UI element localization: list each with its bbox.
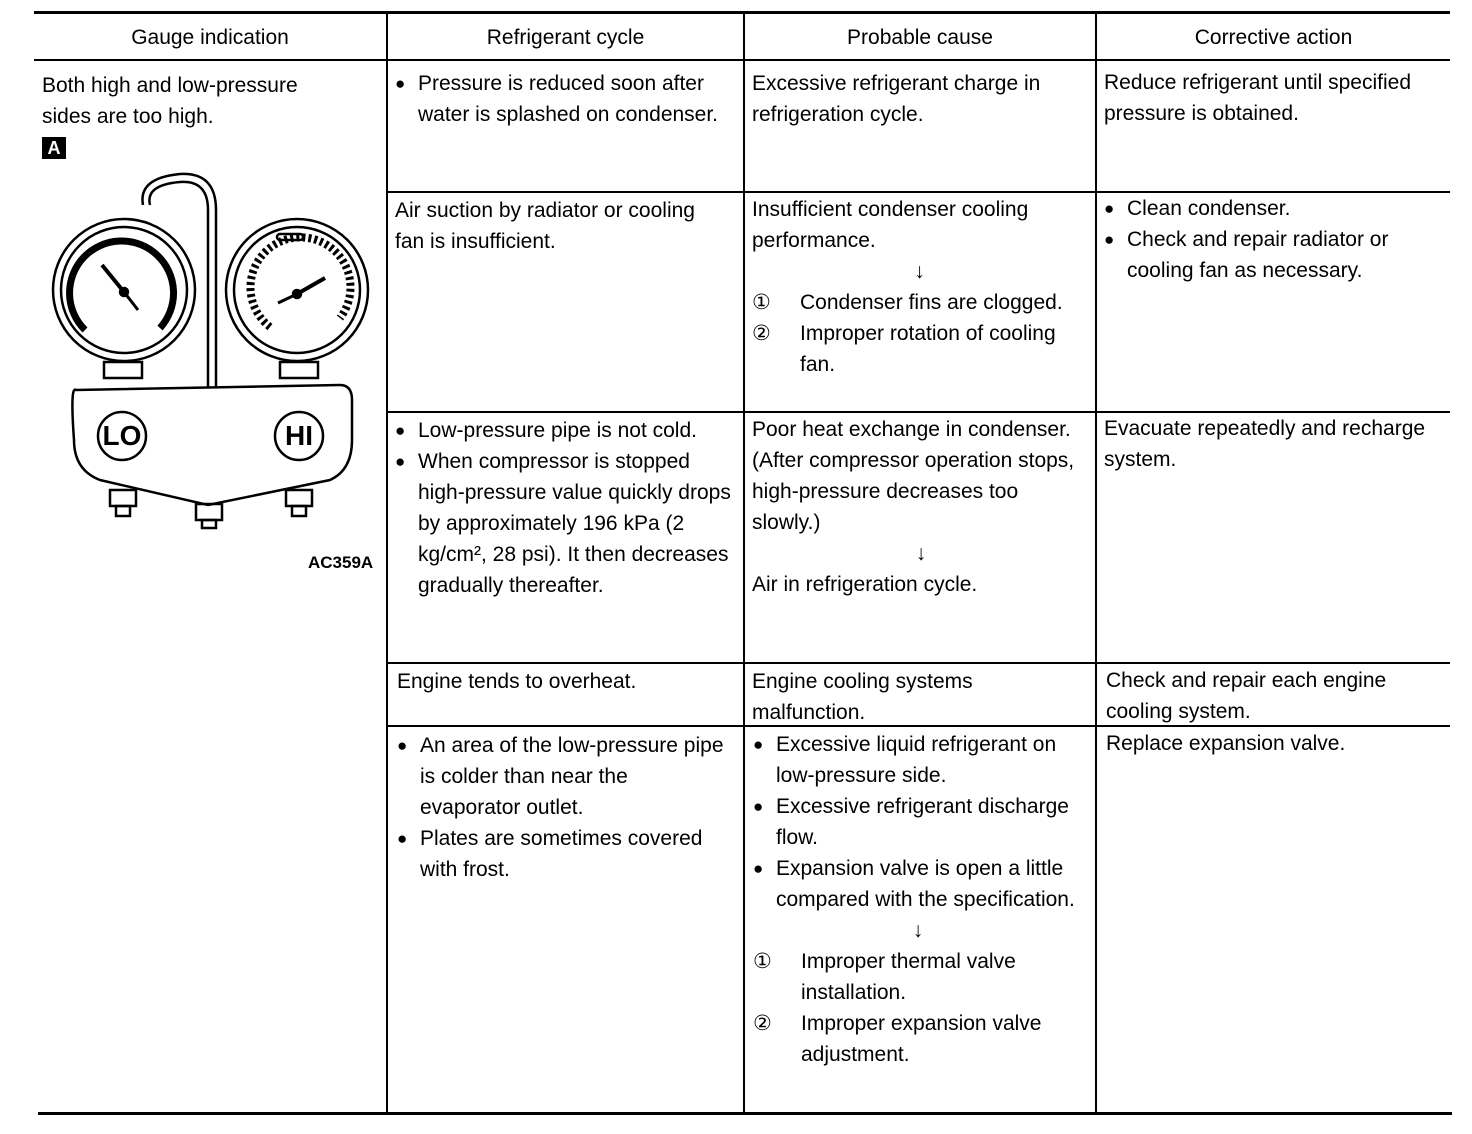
row-divider [387,662,1450,664]
lo-gauge-label: LO [102,420,142,451]
gauge-badge: A [42,137,66,159]
gauge-indication-cell [42,70,342,163]
row5-action [1106,728,1441,759]
bullet-item: ● Check and repair radiator or cooling fan as necessary. [1104,224,1439,286]
gauge-indication-text: Both high and low-pressure sides are too high. [42,74,298,128]
bullet-item: ● Pressure is reduced soon after water is splashed on condenser. [395,68,725,130]
header-corrective-action: Corrective action [1194,26,1353,49]
action-text: Replace expansion valve. [1106,732,1346,755]
bullet-item: ● Plates are sometimes covered with frost. [397,823,727,885]
header-refrigerant-cycle: Refrigerant cycle [486,26,645,49]
header-probable-cause: Probable cause [847,26,993,49]
bullet-item: ● An area of the low-pressure pipe is colder than near the evaporator outlet. [397,730,727,823]
down-arrow-icon: ↓ [915,542,927,565]
gauge-manifold-illustration [40,170,380,530]
row1-cycle [395,68,725,130]
bullet-item: ● Expansion valve is open a little compared with the specification. [753,853,1083,915]
circled-two-icon: ② [752,322,771,345]
cycle-text: Air suction by radiator or cooling fan is insufficient. [395,199,695,253]
numbered-text: Condenser fins are clogged. [800,291,1063,314]
down-arrow-icon: ↓ [914,260,925,283]
row1-action [1104,67,1439,129]
row4-action [1106,665,1441,727]
column-divider [386,12,388,1114]
row3-cycle [395,415,735,601]
row2-cause [752,194,1087,380]
row2-action [1104,193,1439,286]
row5-cause [753,729,1083,1070]
numbered-item [752,287,1087,318]
bullet-item: ● Excessive refrigerant discharge flow. [753,791,1083,853]
down-arrow-icon: ↓ [912,919,924,942]
column-divider [743,12,745,1114]
circled-two-icon: ② [753,1012,772,1035]
bullet-item: ● When compressor is stopped high-pressure value quickly drops by approximately 196 kPa (2 kg/cm², 28 psi). It then decreases gradually thereafter. [395,446,735,601]
numbered-item [753,946,1083,1008]
header-gauge-indication: Gauge indication [131,26,289,49]
numbered-item [753,1008,1083,1070]
cycle-text: Engine tends to overheat. [397,670,637,693]
figure-code: AC359A [308,553,374,572]
row3-action [1104,413,1439,475]
cause-text: Insufficient condenser cooling performance. [752,198,1029,252]
row2-cycle [395,195,725,257]
row1-cause [752,68,1087,130]
action-text: Evacuate repeatedly and recharge system. [1104,417,1426,471]
hi-gauge-label: HI [285,420,313,451]
bullet-item: ● Clean condenser. [1104,193,1439,224]
cause-text: Excessive refrigerant charge in refrigeration cycle. [752,72,1041,126]
numbered-text: Improper expansion valve adjustment. [801,1012,1042,1066]
table-bottom-rule [38,1112,1452,1115]
table-top-rule [34,11,1450,14]
numbered-text: Improper thermal valve installation. [801,950,1016,1004]
cause-text: Poor heat exchange in condenser. [752,418,1071,441]
circled-one-icon: ① [753,950,772,973]
circled-one-icon: ① [752,291,771,314]
row4-cause [752,666,1072,728]
bullet-item: ● Low-pressure pipe is not cold. [395,415,735,446]
cause-text: Air in refrigeration cycle. [752,573,978,596]
row4-cycle [397,666,727,697]
cause-text: (After compressor operation stops, high-pressure decreases too slowly.) [752,449,1075,534]
row5-cycle [397,730,727,885]
column-divider [1095,12,1097,1114]
action-text: Check and repair each engine cooling system. [1106,669,1387,723]
row3-cause [752,414,1090,600]
action-text: Reduce refrigerant until specified pressure is obtained. [1104,71,1412,125]
numbered-item [752,318,1087,380]
header-rule [34,59,1450,61]
bullet-item: ● Excessive liquid refrigerant on low-pressure side. [753,729,1083,791]
numbered-text: Improper rotation of cooling fan. [800,322,1056,376]
cause-text: Engine cooling systems malfunction. [752,670,973,724]
